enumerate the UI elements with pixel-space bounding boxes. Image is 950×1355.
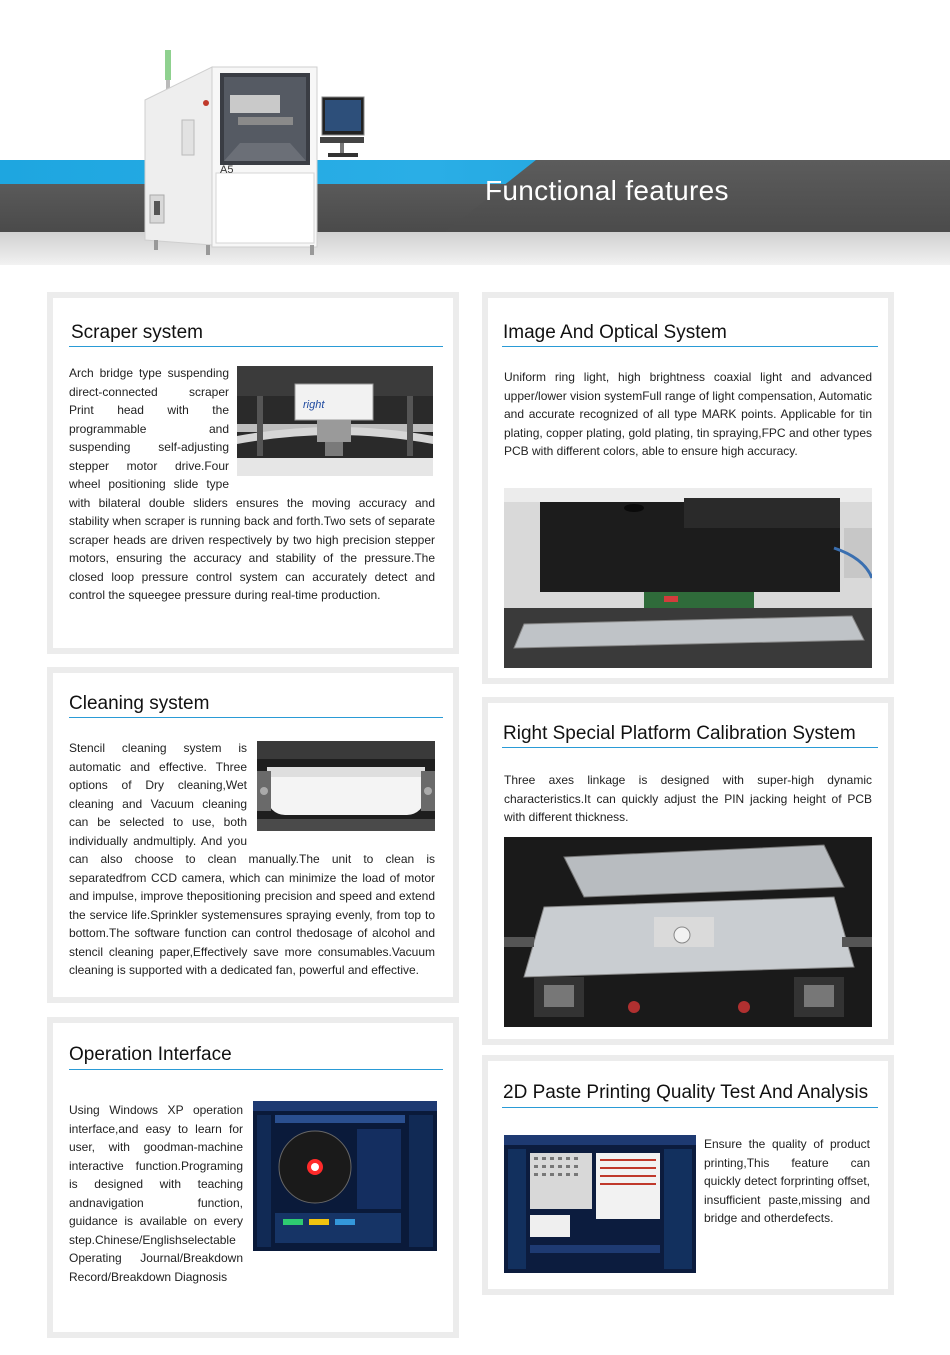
platform-calibration-title: Right Special Platform Calibration System [503, 723, 856, 744]
cleaning-system-text: Stencil cleaning system is automatic and effective. Three options of Dry cleaning,Wet cleaning and Vacuum cleaning can be selected to use, both individually andmultiply. And you can also choose to clean manually.The unit to clean is separatedfrom CCD camera, which can minimize the load of motor and impulse, improve thepositioning precision and speed and extend the service life.Sprinkler systemensures spraying evenly, from top to bottom.The software function can control thedosage of alcohol and stencil cleaning paper,Effectively save more consumables.Vacuum cleaning is supported with a dedicated fan, powerful and effective. [69, 741, 435, 977]
optical-camera-photo [504, 488, 872, 668]
platform-calibration-card [482, 697, 894, 1045]
title-underline [502, 346, 878, 347]
scraper-system-title: Scraper system [71, 322, 203, 343]
banner-title: Functional features [485, 175, 729, 206]
paste-analysis-screenshot [504, 1135, 696, 1273]
title-underline [502, 747, 878, 748]
operation-interface-card [47, 1017, 459, 1338]
scraper-system-card [47, 292, 459, 654]
paste-quality-title: 2D Paste Printing Quality Test And Analysis [503, 1082, 869, 1103]
cleaning-system-title: Cleaning system [69, 693, 210, 714]
printer-machine-image [140, 45, 380, 260]
operation-interface-title: Operation Interface [69, 1044, 232, 1065]
optical-system-title: Image And Optical System [503, 322, 727, 343]
scraper-system-text: Arch bridge type suspending direct-connected scraper Print head with the programmable and suspending self-adjusting stepper motor drive.Four wheel positioning slide type with bilateral double sliders ensures the moving accuracy and stability when scraper is running back and forth.Two sets of separate scraper heads are driven respectively by two high precision stepper motors, ensuring the accuracy and stability of the pressure.The closed loop pressure control system can accurately detect and control the squeegee pressure during real-time production. [69, 366, 435, 602]
platform-calibration-photo [504, 837, 872, 1027]
platform-calibration-text: Three axes linkage is designed with super-high dynamic characteristics.It can quickly adjust the PIN jacking height of PCB with different thickness. [504, 773, 872, 824]
paste-quality-text: Ensure the quality of product printing,This feature can quickly detect forprinting offset, insufficient paste,missing and bridge and otherdefects. [704, 1137, 870, 1225]
title-underline [502, 1107, 878, 1108]
optical-system-text: Uniform ring light, high brightness coaxial light and advanced upper/lower vision systemFull range of light compensation, Automatic and accurate recognized of all type MARK points. Applicable for tin plating, copper plating, gold plating, tin spraying,FPC and other types PCB with different colors, able to ensure high accuracy. [504, 370, 872, 458]
optical-system-card [482, 292, 894, 684]
operation-interface-screenshot [253, 1101, 437, 1251]
cleaning-system-card [47, 667, 459, 1003]
title-underline [69, 346, 443, 347]
title-underline [69, 1069, 443, 1070]
operation-interface-text: Using Windows XP operation interface,and easy to learn for user, with goodman-machine interactive function.Programing is designed with teaching andnavigation function, guidance is available on every step.Chinese/Englishselectable Operating Journal/Breakdown Record/Breakdown Diagnosis [69, 1103, 243, 1284]
machine-model-label: A5 [220, 164, 234, 176]
title-underline [69, 717, 443, 718]
header-banner [0, 0, 950, 265]
scraper-photo-logo: right [303, 399, 325, 411]
paste-quality-card [482, 1055, 894, 1295]
